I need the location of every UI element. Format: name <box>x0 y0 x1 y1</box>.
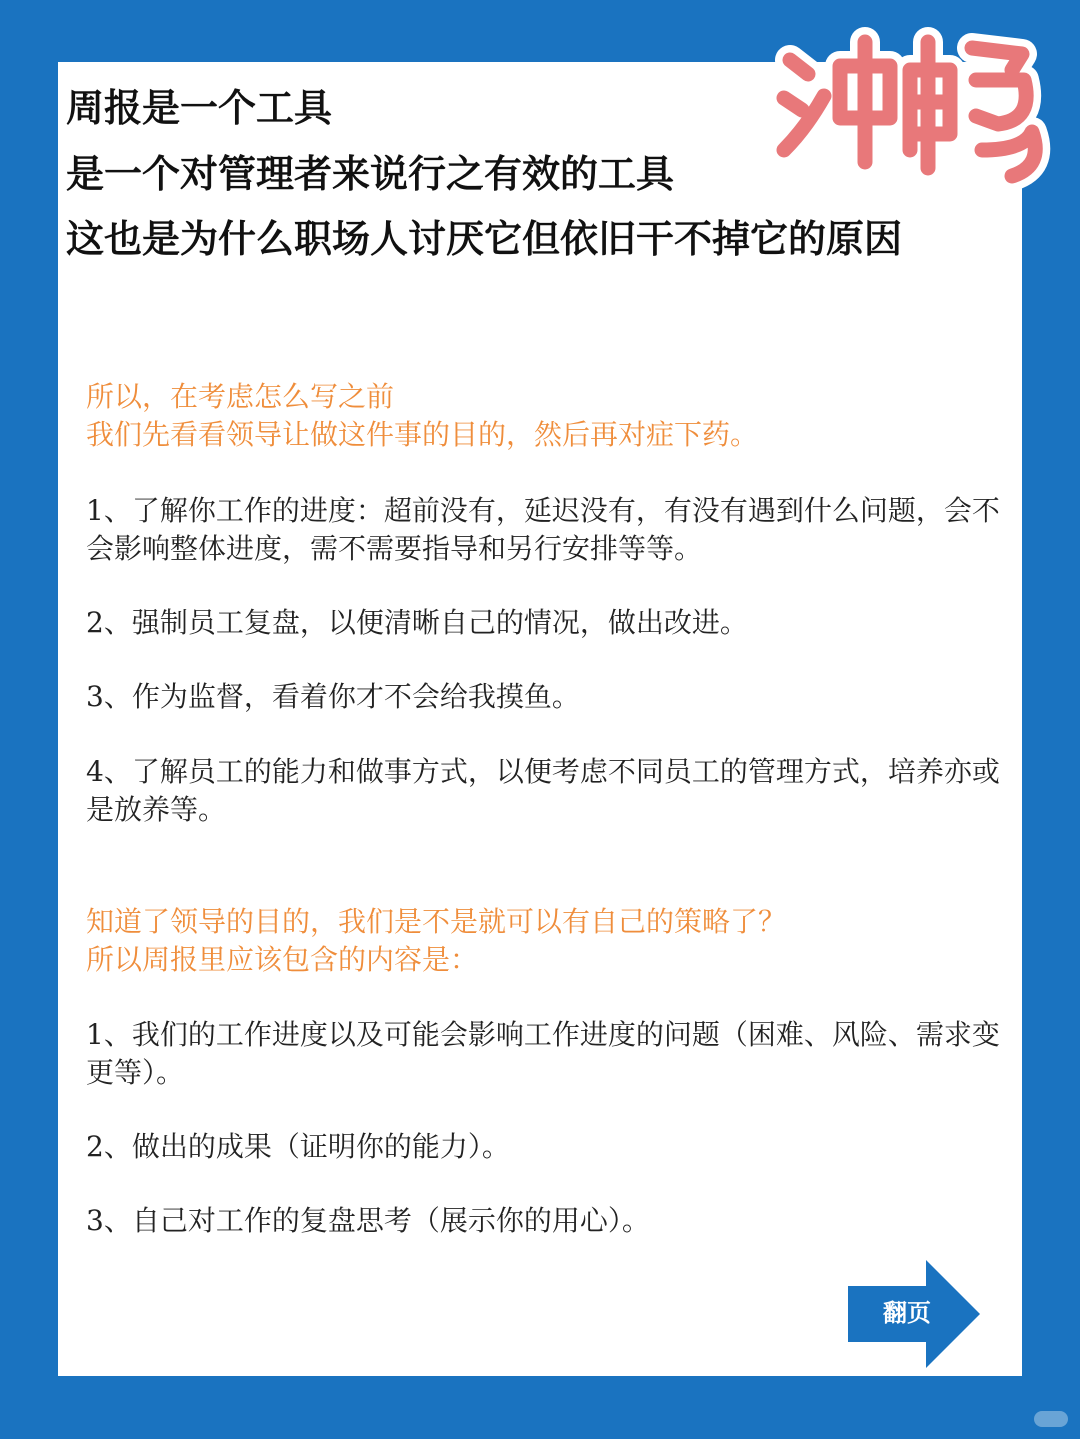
section1-item-3: 3、作为监督，看着你才不会给我摸鱼。 <box>86 680 580 713</box>
section2-intro <box>86 903 1016 978</box>
section2-item-3: 3、自己对工作的复盘思考（展示你的用心）。 <box>86 1204 650 1237</box>
watermark-badge <box>1034 1411 1068 1427</box>
headline-line-3: 这也是为什么职场人讨厌它但依旧干不掉它的原因 <box>66 217 903 261</box>
section1-intro <box>86 378 1016 453</box>
headline-line-1: 周报是一个工具 <box>66 86 333 130</box>
section1-item-1: 1、了解你工作的进度：超前没有，延迟没有，有没有遇到什么问题，会不会影响整体进度，需不需要指导和另行安排等等。 <box>86 494 1000 565</box>
logo-sticker <box>762 0 1062 190</box>
headline-line-2: 是一个对管理者来说行之有效的工具 <box>66 152 675 196</box>
section2-item-1: 1、我们的工作进度以及可能会影响工作进度的问题（困难、风险、需求变更等）。 <box>86 1018 1000 1089</box>
section2-intro-line-2: 所以周报里应该包含的内容是： <box>86 942 479 976</box>
section2-intro-line-1: 知道了领导的目的，我们是不是就可以有自己的策略了？ <box>86 905 787 938</box>
next-page-label: 翻页 <box>883 1299 931 1327</box>
section1-intro-line-1: 所以，在考虑怎么写之前 <box>86 380 395 413</box>
section1-item-4: 4、了解员工的能力和做事方式，以便考虑不同员工的管理方式，培养亦或是放养等。 <box>86 755 1000 826</box>
section1-intro-line-2: 我们先看看领导让做这件事的目的，然后再对症下药。 <box>86 417 759 451</box>
section1-item-2: 2、强制员工复盘，以便清晰自己的情况，做出改进。 <box>86 606 748 639</box>
section2-item-2: 2、做出的成果（证明你的能力）。 <box>86 1130 510 1163</box>
next-page-button[interactable] <box>848 1260 980 1368</box>
